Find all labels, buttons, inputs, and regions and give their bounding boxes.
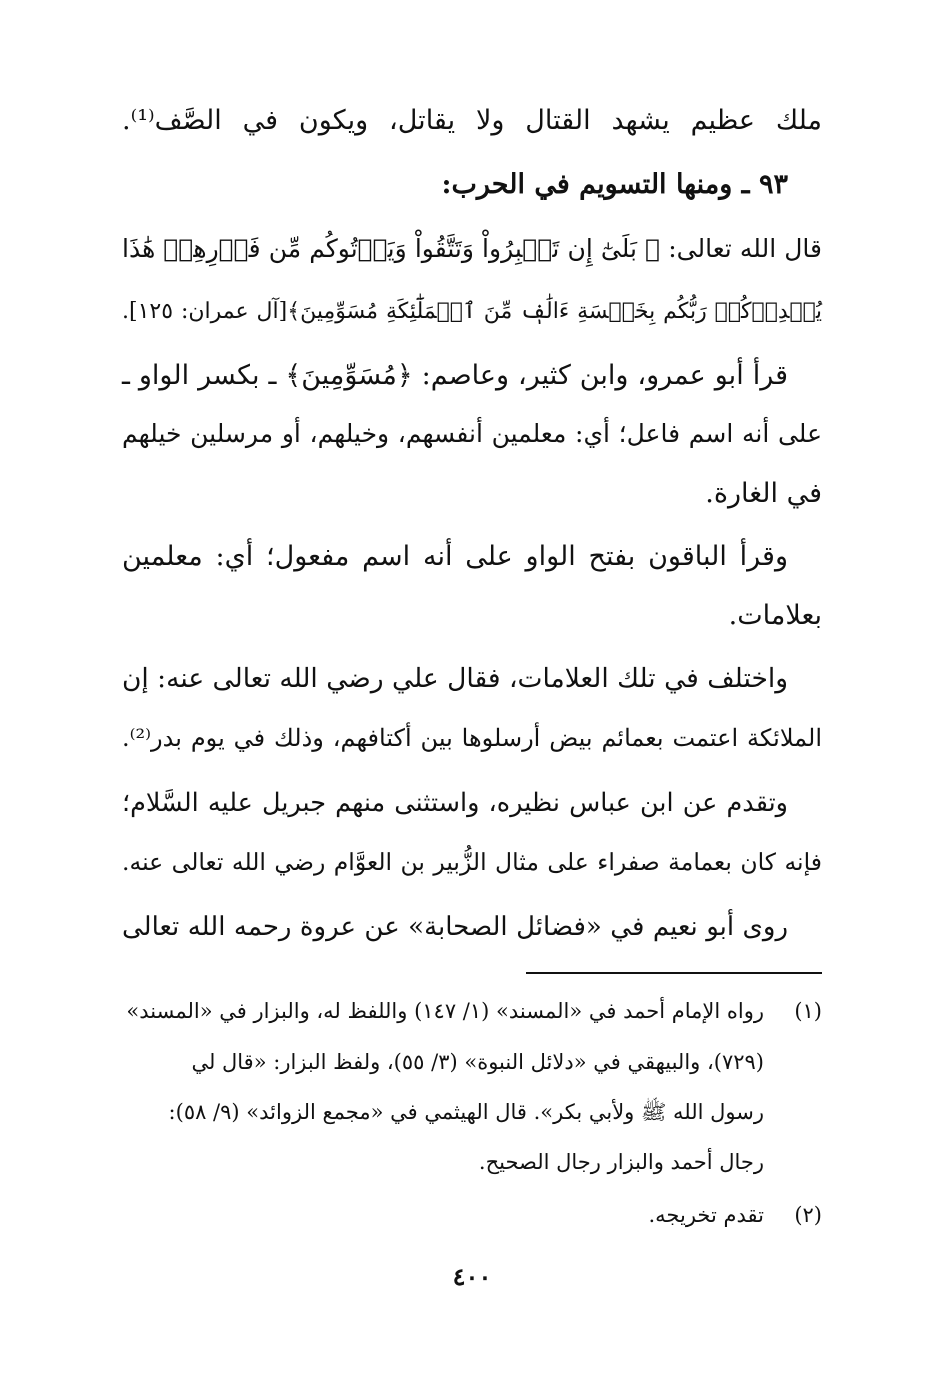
body-line: بعلامات. [728,600,822,631]
body-line: وتقدم عن ابن عباس نظيره، واستثنى منهم جبريل عليه السَّلام؛ [122,788,788,818]
footnote-2-text: تقدم تخريجه. [648,1203,764,1227]
footnote-1-text: رواه الإمام أحمد في «المسند» (١/ ١٤٧) واللفظ له، والبزار في «المسند» [126,999,764,1023]
body-line: على أنه اسم فاعل؛ أي: معلمين أنفسهم، وخيلهم، أو مرسلين خيلهم [122,419,822,448]
body-line: في الغارة. [705,478,822,509]
footnote-separator [526,972,822,974]
footnote-1-line: رسول الله ﷺ ولأبي بكر». قال الهيثمي في «مجمع الزوائد» (٩/ ٥٨): [168,1100,764,1124]
quran-verse-line: قال الله تعالى: ﴿ بَلَىٰٓ إِن تَصۡبِرُواْ وَتَتَّقُواْ وَيَأۡتُوكُم مِّن فَوۡرِهِمۡ هَٰذَا [122,234,822,263]
footnote-1-number: (١) [794,999,822,1023]
footnote-1-line [122,994,822,1028]
body-line: ملك عظيم يشهد القتال ولا يقاتل، ويكون في الصَّف⁽¹⁾. [122,105,822,136]
body-line: وقرأ الباقون بفتح الواو على أنه اسم مفعول؛ أي: معلمين [122,541,788,572]
body-line: فإنه كان بعمامة صفراء على مثال الزُّبير بن العوَّام رضي الله تعالى عنه. [122,848,822,876]
page-number: ٤٠٠ [452,1262,492,1291]
body-line: قرأ أبو عمرو، وابن كثير، وعاصم: ﴿مُسَوِّمِينَ﴾ ـ بكسر الواو ـ [122,360,788,391]
footnote-2-number: (٢) [794,1203,822,1227]
quran-verse-line: يُمۡدِدۡكُمۡ رَبُّكُم بِخَمۡسَةِ ءَالَٰفٖ مِّنَ ٱلۡمَلَٰٓئِكَةِ مُسَوِّمِينَ﴾[آل عمران: ١٢٥]. [122,299,822,324]
body-line: واختلف في تلك العلامات، فقال علي رضي الله تعالى عنه: إن [121,663,788,694]
body-line: الملائكة اعتمت بعمائم بيض أرسلوها بين أكتافهم، وذلك في يوم بدر⁽²⁾. [122,724,822,752]
body-line: روى أبو نعيم في «فضائل الصحابة» عن عروة رحمه الله تعالى [122,912,788,942]
footnote-1-line: (٧٢٩)، والبيهقي في «دلائل النبوة» (٣/ ٥٥)، ولفظ البزار: «قال لي [191,1050,764,1074]
footnote-2-line [122,1198,822,1232]
footnote-1-line: رجال أحمد والبزار رجال الصحيح. [478,1150,764,1174]
section-heading: ٩٣ ـ ومنها التسويم في الحرب: [441,169,788,200]
